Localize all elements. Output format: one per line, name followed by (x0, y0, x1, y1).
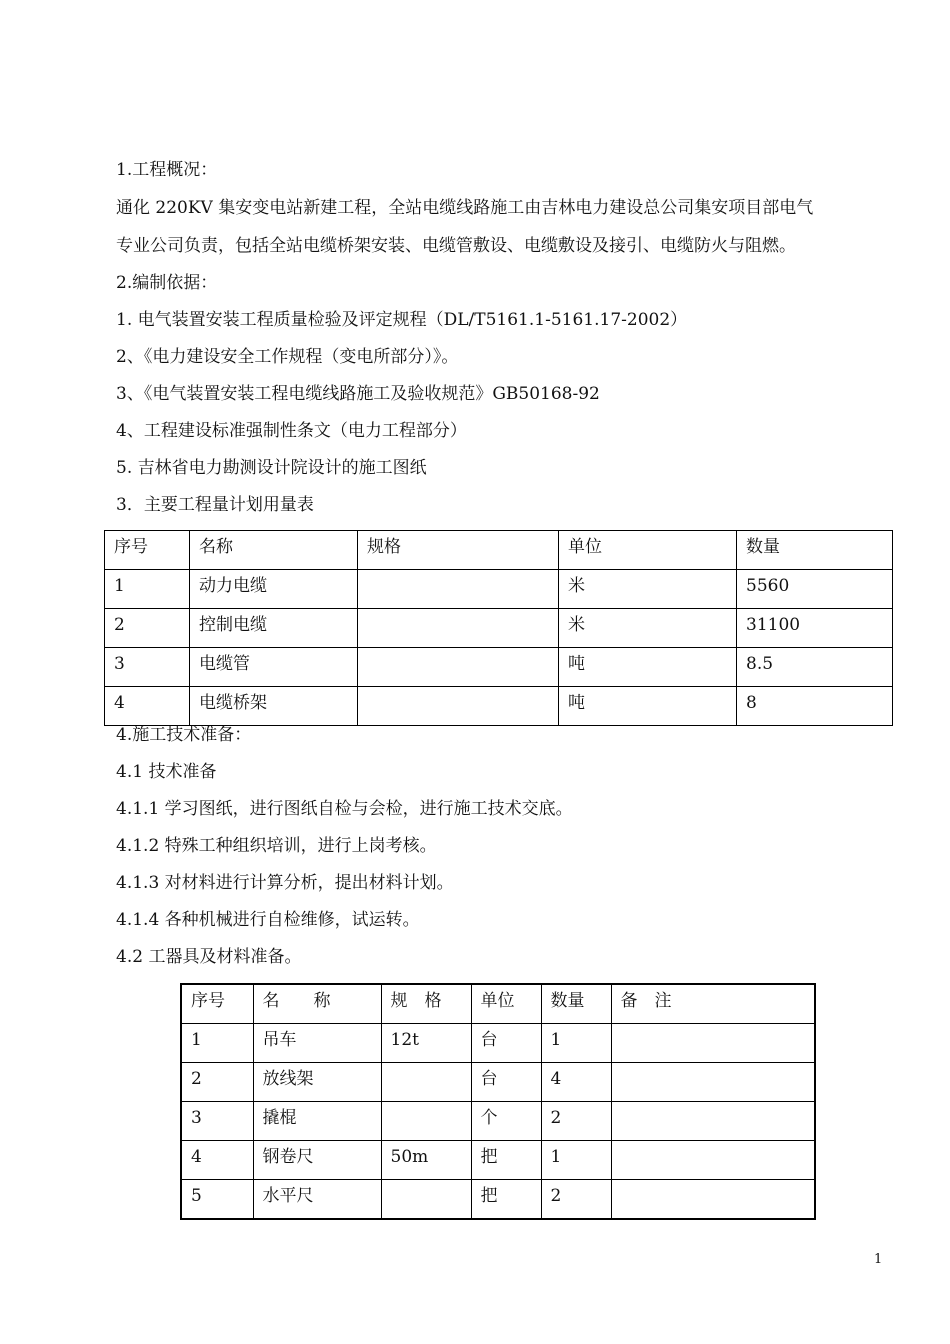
table-row (181, 1102, 815, 1141)
section-1-title: 1.工程概况： (116, 160, 218, 180)
cell: 31100 (737, 609, 893, 648)
cell: 50m (381, 1141, 471, 1180)
cell: 5560 (737, 570, 893, 609)
basis-item: 3、《电气装置安装工程电缆线路施工及验收规范》GB50168-92 (116, 384, 600, 404)
cell: 把 (471, 1141, 541, 1180)
cell: 3 (105, 648, 190, 687)
cell (611, 1180, 815, 1220)
tools-table (180, 983, 816, 1220)
cell: 台 (471, 1063, 541, 1102)
header-cell: 单位 (559, 531, 737, 570)
cell (358, 687, 559, 726)
cell (611, 1141, 815, 1180)
cell: 台 (471, 1024, 541, 1063)
cell (358, 609, 559, 648)
cell: 4 (105, 687, 190, 726)
basis-item: 1. 电气装置安装工程质量检验及评定规程（DL/T5161.1-5161.17-2002） (116, 310, 688, 330)
cell: 吨 (559, 687, 737, 726)
cell: 控制电缆 (190, 609, 358, 648)
cell: 1 (105, 570, 190, 609)
header-cell: 数量 (737, 531, 893, 570)
cell: 5 (181, 1180, 253, 1220)
prep-item: 4.1.3 对材料进行计算分析，提出材料计划。 (116, 873, 454, 893)
cell: 12t (381, 1024, 471, 1063)
prep-item: 4.1.2 特殊工种组织培训，进行上岗考核。 (116, 836, 437, 856)
header-cell: 名称 (190, 531, 358, 570)
header-cell: 数量 (541, 984, 611, 1024)
cell (611, 1102, 815, 1141)
section-4-1-title: 4.1 技术准备 (116, 762, 217, 782)
basis-item: 5. 吉林省电力勘测设计院设计的施工图纸 (116, 458, 427, 478)
cell (381, 1063, 471, 1102)
header-cell: 备 注 (611, 984, 815, 1024)
cell: 2 (105, 609, 190, 648)
header-cell: 单位 (471, 984, 541, 1024)
section-1-paragraph-line-2: 专业公司负责，包括全站电缆桥架安装、电缆管敷设、电缆敷设及接引、电缆防火与阻燃。 (116, 236, 796, 256)
table-row (105, 609, 893, 648)
table-row (181, 1141, 815, 1180)
cell: 米 (559, 570, 737, 609)
cell: 4 (181, 1141, 253, 1180)
cell (381, 1102, 471, 1141)
prep-item: 4.1.4 各种机械进行自检维修，试运转。 (116, 910, 420, 930)
header-cell: 序号 (181, 984, 253, 1024)
cell (611, 1024, 815, 1063)
cell: 1 (541, 1024, 611, 1063)
header-cell: 规 格 (381, 984, 471, 1024)
basis-item: 4、工程建设标准强制性条文（电力工程部分） (116, 421, 467, 441)
table-row (105, 648, 893, 687)
cell: 8.5 (737, 648, 893, 687)
header-cell: 序号 (105, 531, 190, 570)
cell: 水平尺 (253, 1180, 381, 1220)
cell: 电缆桥架 (190, 687, 358, 726)
table-row (105, 687, 893, 726)
cell: 米 (559, 609, 737, 648)
section-4-2-title: 4.2 工器具及材料准备。 (116, 947, 302, 967)
cell: 3 (181, 1102, 253, 1141)
header-cell: 规格 (358, 531, 559, 570)
cell: 电缆管 (190, 648, 358, 687)
section-1-paragraph-line-1: 通化 220KV 集安变电站新建工程，全站电缆线路施工由吉林电力建设总公司集安项目部电气 (116, 198, 814, 218)
cell (611, 1063, 815, 1102)
quantity-table (104, 530, 893, 726)
table-row (181, 1024, 815, 1063)
cell: 1 (541, 1141, 611, 1180)
table-row (181, 1063, 815, 1102)
table-header-row (181, 984, 815, 1024)
table-row (105, 570, 893, 609)
header-cell: 名 称 (253, 984, 381, 1024)
cell: 1 (181, 1024, 253, 1063)
basis-item: 2、《电力建设安全工作规程（变电所部分）》。 (116, 347, 459, 367)
section-3-title: 3．主要工程量计划用量表 (116, 495, 314, 515)
cell: 个 (471, 1102, 541, 1141)
section-2-title: 2.编制依据： (116, 273, 218, 293)
table-header-row (105, 531, 893, 570)
cell: 2 (541, 1180, 611, 1220)
cell: 放线架 (253, 1063, 381, 1102)
cell: 钢卷尺 (253, 1141, 381, 1180)
section-4-title: 4.施工技术准备： (116, 725, 252, 745)
cell: 2 (181, 1063, 253, 1102)
cell (358, 648, 559, 687)
page-number: 1 (874, 1252, 883, 1267)
cell: 吨 (559, 648, 737, 687)
prep-item: 4.1.1 学习图纸，进行图纸自检与会检，进行施工技术交底。 (116, 799, 573, 819)
cell: 把 (471, 1180, 541, 1220)
cell: 8 (737, 687, 893, 726)
cell: 吊车 (253, 1024, 381, 1063)
table-row (181, 1180, 815, 1220)
cell: 动力电缆 (190, 570, 358, 609)
cell: 4 (541, 1063, 611, 1102)
cell: 2 (541, 1102, 611, 1141)
cell (358, 570, 559, 609)
cell (381, 1180, 471, 1220)
cell: 撬棍 (253, 1102, 381, 1141)
